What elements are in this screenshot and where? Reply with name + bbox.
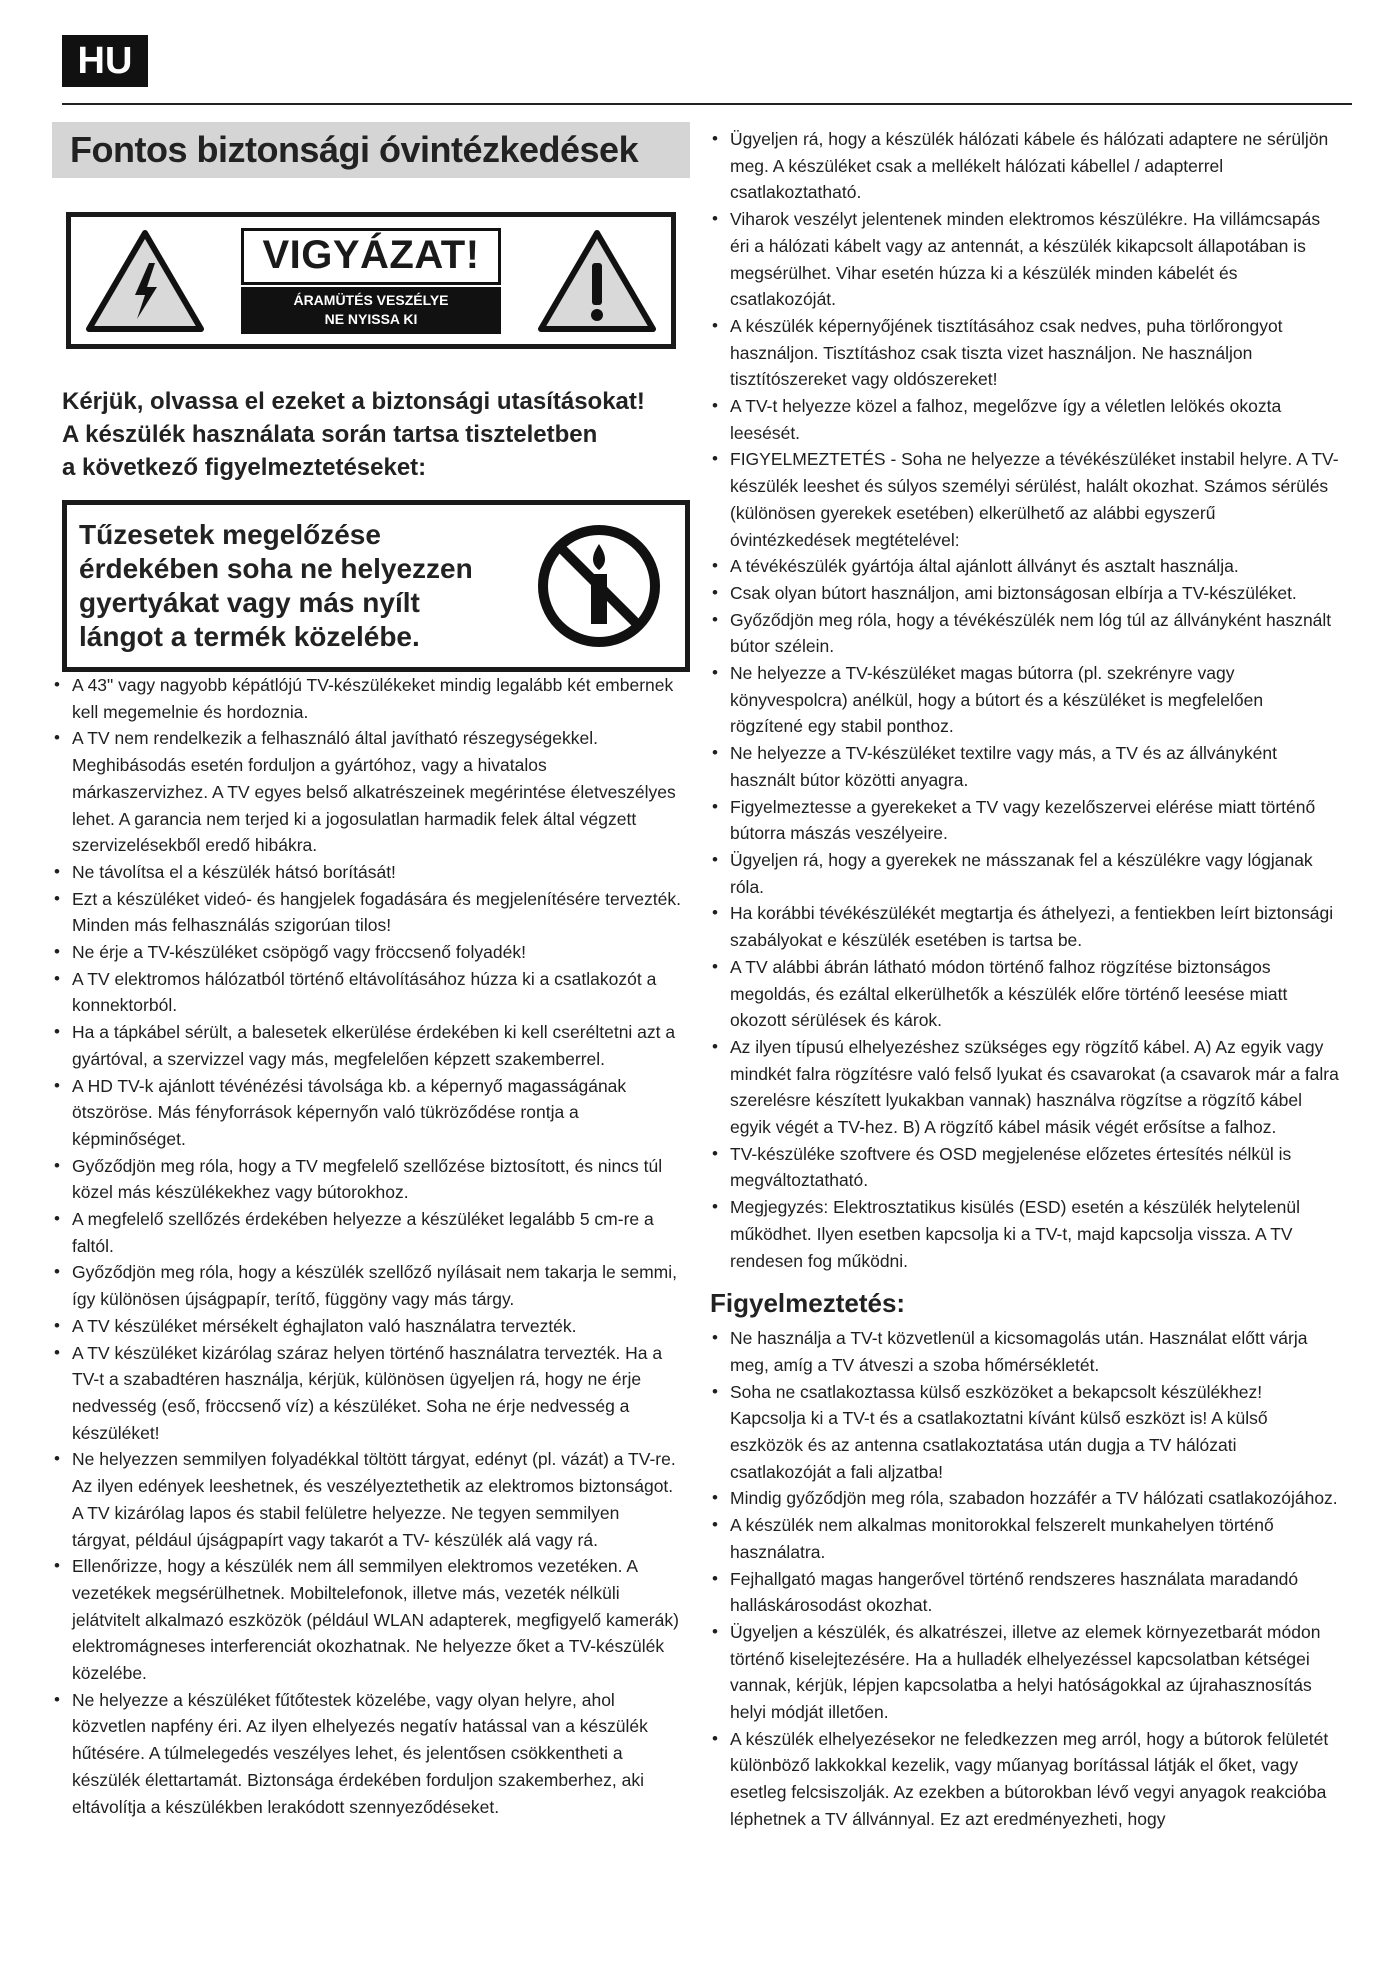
list-item: • Ezt a készüléket videó- és hangjelek fogadására és megjelenítésére tervezték. Minden más felhasználás szigorúan tilos! — [52, 886, 682, 939]
list-item: • Ügyeljen rá, hogy a készülék hálózati kábele és hálózati adaptere ne sérüljön meg. A készüléket csak a mellékelt hálózati kábellel / adapterrel csatlakoztatható. — [710, 126, 1340, 206]
list-item: • A készülék elhelyezésekor ne feledkezzen meg arról, hogy a bútorok felületét különböző lakkokkal kezelik, vagy műanyag borítással látják el őket, vagy esetleg felcsiszolják. Az ezekben a bútorokban lévő vegyi anyagok reakcióba léphetnek a TV állvánnyal. Ez azt eredményezheti, hogy — [710, 1726, 1340, 1833]
intro-line: A készülék használata során tartsa tiszteletben — [62, 421, 598, 448]
list-item: • Az ilyen típusú elhelyezéshez szükséges egy rögzítő kábel. A) Az egyik vagy mindkét falra rögzítésre való felső lyukat és csavarokat (a csavarok már a falra szerelésre készített lyukakban vannak) használva rögzítse a rögzítő kábel egyik végét a TV-hez. B) A rögzítő kábel másik végét erősítse a falhoz. — [710, 1034, 1340, 1141]
list-item: • Mindig győződjön meg róla, szabadon hozzáfér a TV hálózati csatlakozójához. — [710, 1485, 1340, 1512]
list-item: • Győződjön meg róla, hogy a tévékészülék nem lóg túl az állványként használt bútor szélein. — [710, 607, 1340, 660]
list-item: • A készülék képernyőjének tisztításához csak nedves, puha törlőrongyot használjon. Tisztításhoz csak tiszta vizet használjon. Ne használjon tisztítószereket vagy oldószereket! — [710, 313, 1340, 393]
list-item: • TV-készüléke szoftvere és OSD megjelenése előzetes értesítés nélkül is megváltoztatható. — [710, 1141, 1340, 1194]
list-item: • Megjegyzés: Elektrosztatikus kisülés (ESD) esetén a készülék helytelenül működhet. Ilyen esetben kapcsolja ki a TV-t, majd kapcsolja vissza. A TV rendesen fog működni. — [710, 1194, 1340, 1274]
list-item: • A TV alábbi ábrán látható módon történő falhoz rögzítése biztonságos megoldás, és ezáltal elkerülhetők a készülék előre történő leesése miatt okozott sérülések és károk. — [710, 954, 1340, 1034]
fire-line: gyertyákat vagy más nyílt — [79, 587, 420, 618]
list-item: • Soha ne csatlakoztassa külső eszközöket a bekapcsolt készülékhez! Kapcsolja ki a TV-t és a csatlakoztatni kívánt külső eszközt is! A külső eszközök és az antenna csatlakoztatása után dugja a TV hálózati csatlakozóját a fali aljzatba! — [710, 1379, 1340, 1486]
warning-list — [710, 1325, 1340, 1832]
list-item: • Ha korábbi tévékészülékét megtartja és áthelyezi, a fentiekben leírt biztonsági szabályokat e készülék esetében is tartsa be. — [710, 900, 1340, 953]
left-column — [52, 122, 692, 1820]
caution-subtext-line1: ÁRAMÜTÉS VESZÉLYE — [293, 291, 449, 308]
fire-warning-box — [62, 500, 690, 672]
list-item: • Csak olyan bútort használjon, ami biztonságosan elbírja a TV-készüléket. — [710, 580, 1340, 607]
right-column — [710, 126, 1350, 1833]
list-item: • Fejhallgató magas hangerővel történő rendszeres használata maradandó halláskárosodást okozhat. — [710, 1566, 1340, 1619]
caution-panel — [66, 212, 676, 349]
list-item: • Ügyeljen rá, hogy a gyerekek ne másszanak fel a készülékre vagy lógjanak róla. — [710, 847, 1340, 900]
list-item: • Viharok veszélyt jelentenek minden elektromos készülékre. Ha villámcsapás éri a hálózati kábelt vagy az antennát, a készülék kikapcsolt állapotában is megsérülhet. Vihar esetén húzza ki a készülék minden kábelét és csatlakozóját. — [710, 206, 1340, 313]
caution-label-block — [241, 228, 501, 334]
warning-heading: Figyelmeztetés: — [710, 1288, 906, 1319]
list-item: • Ne használja a TV-t közvetlenül a kicsomagolás után. Használat előtt várja meg, amíg a TV átveszi a szoba hőmérsékletét. — [710, 1325, 1340, 1378]
fire-line: érdekében soha ne helyezzen — [79, 553, 473, 584]
fire-line: lángot a termék közelébe. — [79, 621, 420, 652]
intro-line: Kérjük, olvassa el ezeket a biztonsági utasításokat! — [62, 388, 645, 415]
list-item: • A tévékészülék gyártója által ajánlott állványt és asztalt használja. — [710, 553, 1340, 580]
list-item: • Ne helyezze a TV-készüléket magas bútorra (pl. szekrényre vagy könyvespolcra) anélkül, hogy a bútort és a készüléket is megfelelően rögzítené egy stabil ponthoz. — [710, 660, 1340, 740]
list-item: • Ne helyezze a készüléket fűtőtestek közelébe, vagy olyan helyre, ahol közvetlen napfény éri. Az ilyen elhelyezés negatív hatással van a készülék hűtésére. A túlmelegedés veszélyes lehet, és jelentősen csökkentheti a készülék élettartamát. Biztonsága érdekében forduljon szakemberhez, aki eltávolítja a készülékben lerakódott szennyeződéseket. — [52, 1687, 682, 1821]
fire-line: Tűzesetek megelőzése — [79, 519, 381, 550]
list-item: • Ne érje a TV-készüléket csöpögő vagy fröccsenő folyadék! — [52, 939, 682, 966]
intro-line: a következő figyelmeztetéseket: — [62, 454, 427, 481]
list-item: • Ellenőrizze, hogy a készülék nem áll semmilyen elektromos vezetéken. A vezetékek megsérülhetnek. Mobiltelefonok, illetve más, vezeték nélküli jelátvitelt alkalmazó eszközök (például WLAN adapterek, megfigyelő kamerák) elektromágneses interferenciát okozhatnak. Ne helyezze őket a TV-készülék közelébe. — [52, 1553, 682, 1687]
list-item: • Ne helyezzen semmilyen folyadékkal töltött tárgyat, edényt (pl. vázát) a TV-re. Az ilyen edények leeshetnek, és veszélyeztethetik az elektromos biztonságot. A TV kizárólag lapos és stabil felületre helyezze. Ne tegyen semmilyen tárgyat, például újságpapírt vagy takarót a TV- készülék alá vagy rá. — [52, 1446, 682, 1553]
safety-intro — [62, 385, 692, 484]
no-candle-icon — [535, 522, 663, 650]
caution-word: VIGYÁZAT! — [241, 228, 501, 285]
exclamation-warning-icon — [537, 229, 657, 333]
header-divider — [62, 103, 1352, 105]
list-item: • Ne helyezze a TV-készüléket textilre vagy más, a TV és az állványként használt bútor közötti anyagra. — [710, 740, 1340, 793]
page-title: Fontos biztonsági óvintézkedések — [52, 122, 690, 178]
lightning-warning-icon — [85, 229, 205, 333]
list-item: • Győződjön meg róla, hogy a TV megfelelő szellőzése biztosított, és nincs túl közel más készülékekhez vagy bútorokhoz. — [52, 1153, 682, 1206]
list-item: • Győződjön meg róla, hogy a készülék szellőző nyílásait nem takarja le semmi, így különösen újságpapír, terítő, függöny vagy más tárgy. — [52, 1259, 682, 1312]
list-item: • A TV készüléket mérsékelt éghajlaton való használatra tervezték. — [52, 1313, 682, 1340]
list-item: • A TV-t helyezze közel a falhoz, megelőzve így a véletlen lelökés okozta leesését. — [710, 393, 1340, 446]
list-item: • A 43" vagy nagyobb képátlójú TV-készülékeket mindig legalább két embernek kell megemelnie és hordoznia. — [52, 672, 682, 725]
caution-subtext-line2: NE NYISSA KI — [324, 310, 418, 327]
list-item: • Ne távolítsa el a készülék hátsó borítását! — [52, 859, 682, 886]
list-item: • A TV készüléket kizárólag száraz helyen történő használatra tervezték. Ha a TV-t a szabadtéren használja, kérjük, különösen ügyeljen rá, hogy ne érje nedvesség (eső, fröccsenő víz) a készüléket. Soha ne érje nedvesség a készüléket! — [52, 1340, 682, 1447]
right-safety-list — [710, 126, 1340, 1274]
list-item: • A HD TV-k ajánlott tévénézési távolsága kb. a képernyő magasságának ötszöröse. Más fényforrások képernyőn való tükröződése rontja a képminőséget. — [52, 1073, 682, 1153]
left-safety-list — [52, 672, 682, 1820]
list-item: • Figyelmeztesse a gyerekeket a TV vagy kezelőszervei elérése miatt történő bútorra mászás veszélyeire. — [710, 794, 1340, 847]
language-badge: HU — [62, 35, 148, 87]
list-item: • Ha a tápkábel sérült, a balesetek elkerülése érdekében ki kell cseréltetni azt a gyártóval, a szervizzel vagy más, megfelelően képzett szakemberrel. — [52, 1019, 682, 1072]
list-item: • FIGYELMEZTETÉS - Soha ne helyezze a tévékészüléket instabil helyre. A TV-készülék leeshet és súlyos személyi sérülést, halált okozhat. Számos sérülés (különösen gyerekek esetében) elkerülhető az alábbi egyszerű óvintézkedések megtételével: — [710, 446, 1340, 553]
list-item: • A TV elektromos hálózatból történő eltávolításához húzza ki a csatlakozót a konnektorból. — [52, 966, 682, 1019]
list-item: • A készülék nem alkalmas monitorokkal felszerelt munkahelyen történő használatra. — [710, 1512, 1340, 1565]
list-item: • Ügyeljen a készülék, és alkatrészei, illetve az elemek környezetbarát módon történő kiselejtezésére. Ha a hulladék elhelyezéssel kapcsolatban kétségei vannak, kérjük, lépjen kapcsolatba a helyi hatóságokkal az újrahasznosítás helyi módját illetően. — [710, 1619, 1340, 1726]
list-item: • A TV nem rendelkezik a felhasználó által javítható részegységekkel. Meghibásodás esetén forduljon a gyártóhoz, vagy a hivatalos márkaszervizhez. A TV egyes belső alkatrészeinek megérintése életveszélyes lehet. A garancia nem terjed ki a jogosulatlan harmadik felek által végzett szervizelésekből eredő hibákra. — [52, 725, 682, 859]
list-item: • A megfelelő szellőzés érdekében helyezze a készüléket legalább 5 cm-re a faltól. — [52, 1206, 682, 1259]
caution-subtext — [241, 287, 501, 334]
fire-warning-text — [79, 518, 519, 654]
